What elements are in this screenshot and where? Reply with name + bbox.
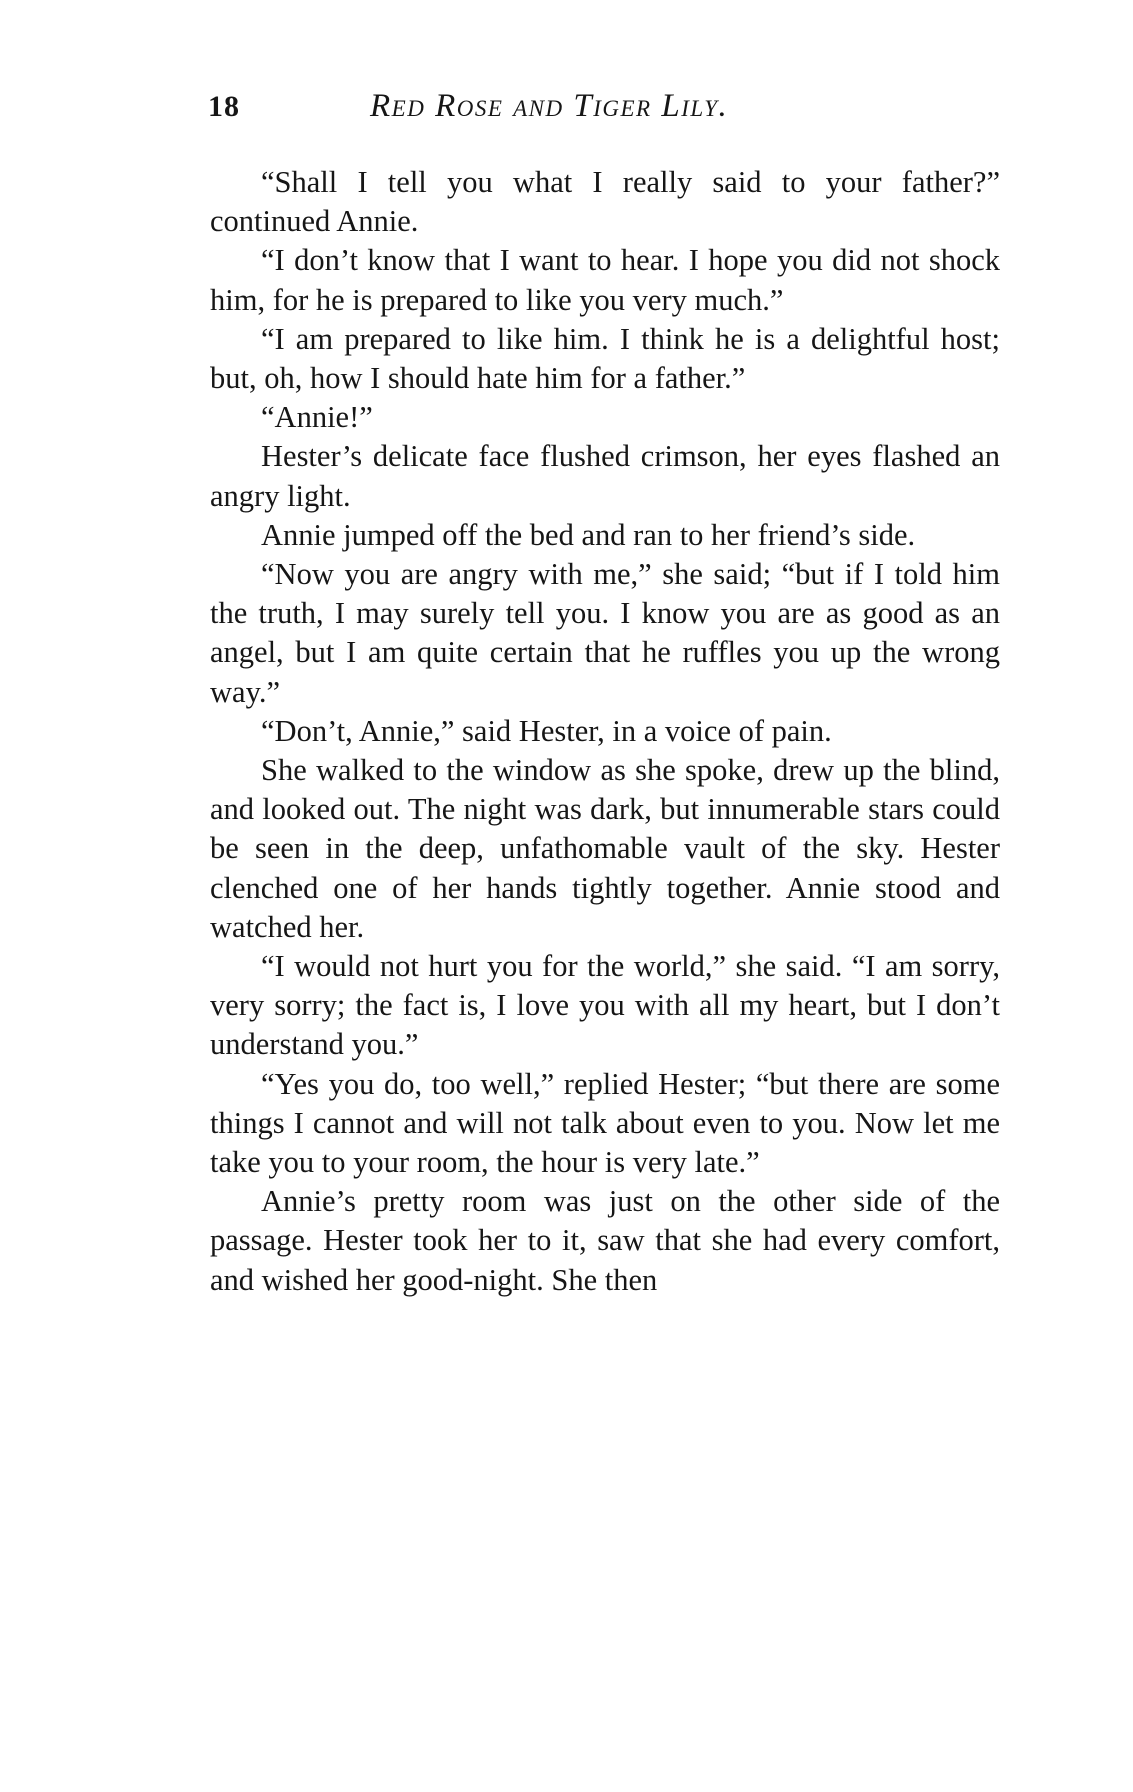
paragraph: “I am prepared to like him. I think he is a delightful host; but, oh, how I should hate him for a father.” [210,321,1000,396]
paragraph: “Yes you do, too well,” replied Hester; “but there are some things I cannot and will not talk about even to you. Now let me take you to your room, the hour is very late.” [210,1066,1000,1180]
paragraph: Annie’s pretty room was just on the other side of the passage. Hester took her to it, saw that she had every comfort, and wished her good-night. She then [210,1184,1000,1297]
body-text [210,163,1000,1300]
paragraph: “Shall I tell you what I really said to your father?” continued Annie. [210,165,1000,239]
paragraph: She walked to the window as she spoke, drew up the blind, and looked out. The night was dark, but innumerable stars could be seen in the deep, unfathomable vault of the sky. Hester clenched one of her hands tightly together. Annie stood and watched her. [210,753,1000,944]
page-number: 18 [208,90,240,123]
paragraph: “I don’t know that I want to hear. I hope you did not shock him, for he is prepared to like you very much.” [210,243,1000,317]
page-header [208,82,998,132]
paragraph: “I would not hurt you for the world,” she said. “I am sorry, very sorry; the fact is, I love you with all my heart, but I don’t understand you.” [210,949,1000,1062]
paragraph: “Annie!” [261,400,373,435]
running-title: Red Rose and Tiger Lily. [370,88,729,124]
paragraph: “Now you are angry with me,” she said; “but if I told him the truth, I may surely tell you. I know you are as good as an angel, but I am quite certain that he ruffles you up the wrong way.” [210,557,1000,709]
paragraph: Hester’s delicate face flushed crimson, her eyes flashed an angry light. [210,439,1000,513]
paragraph: Annie jumped off the bed and ran to her friend’s side. [261,517,916,552]
paragraph: “Don’t, Annie,” said Hester, in a voice of pain. [261,713,832,748]
